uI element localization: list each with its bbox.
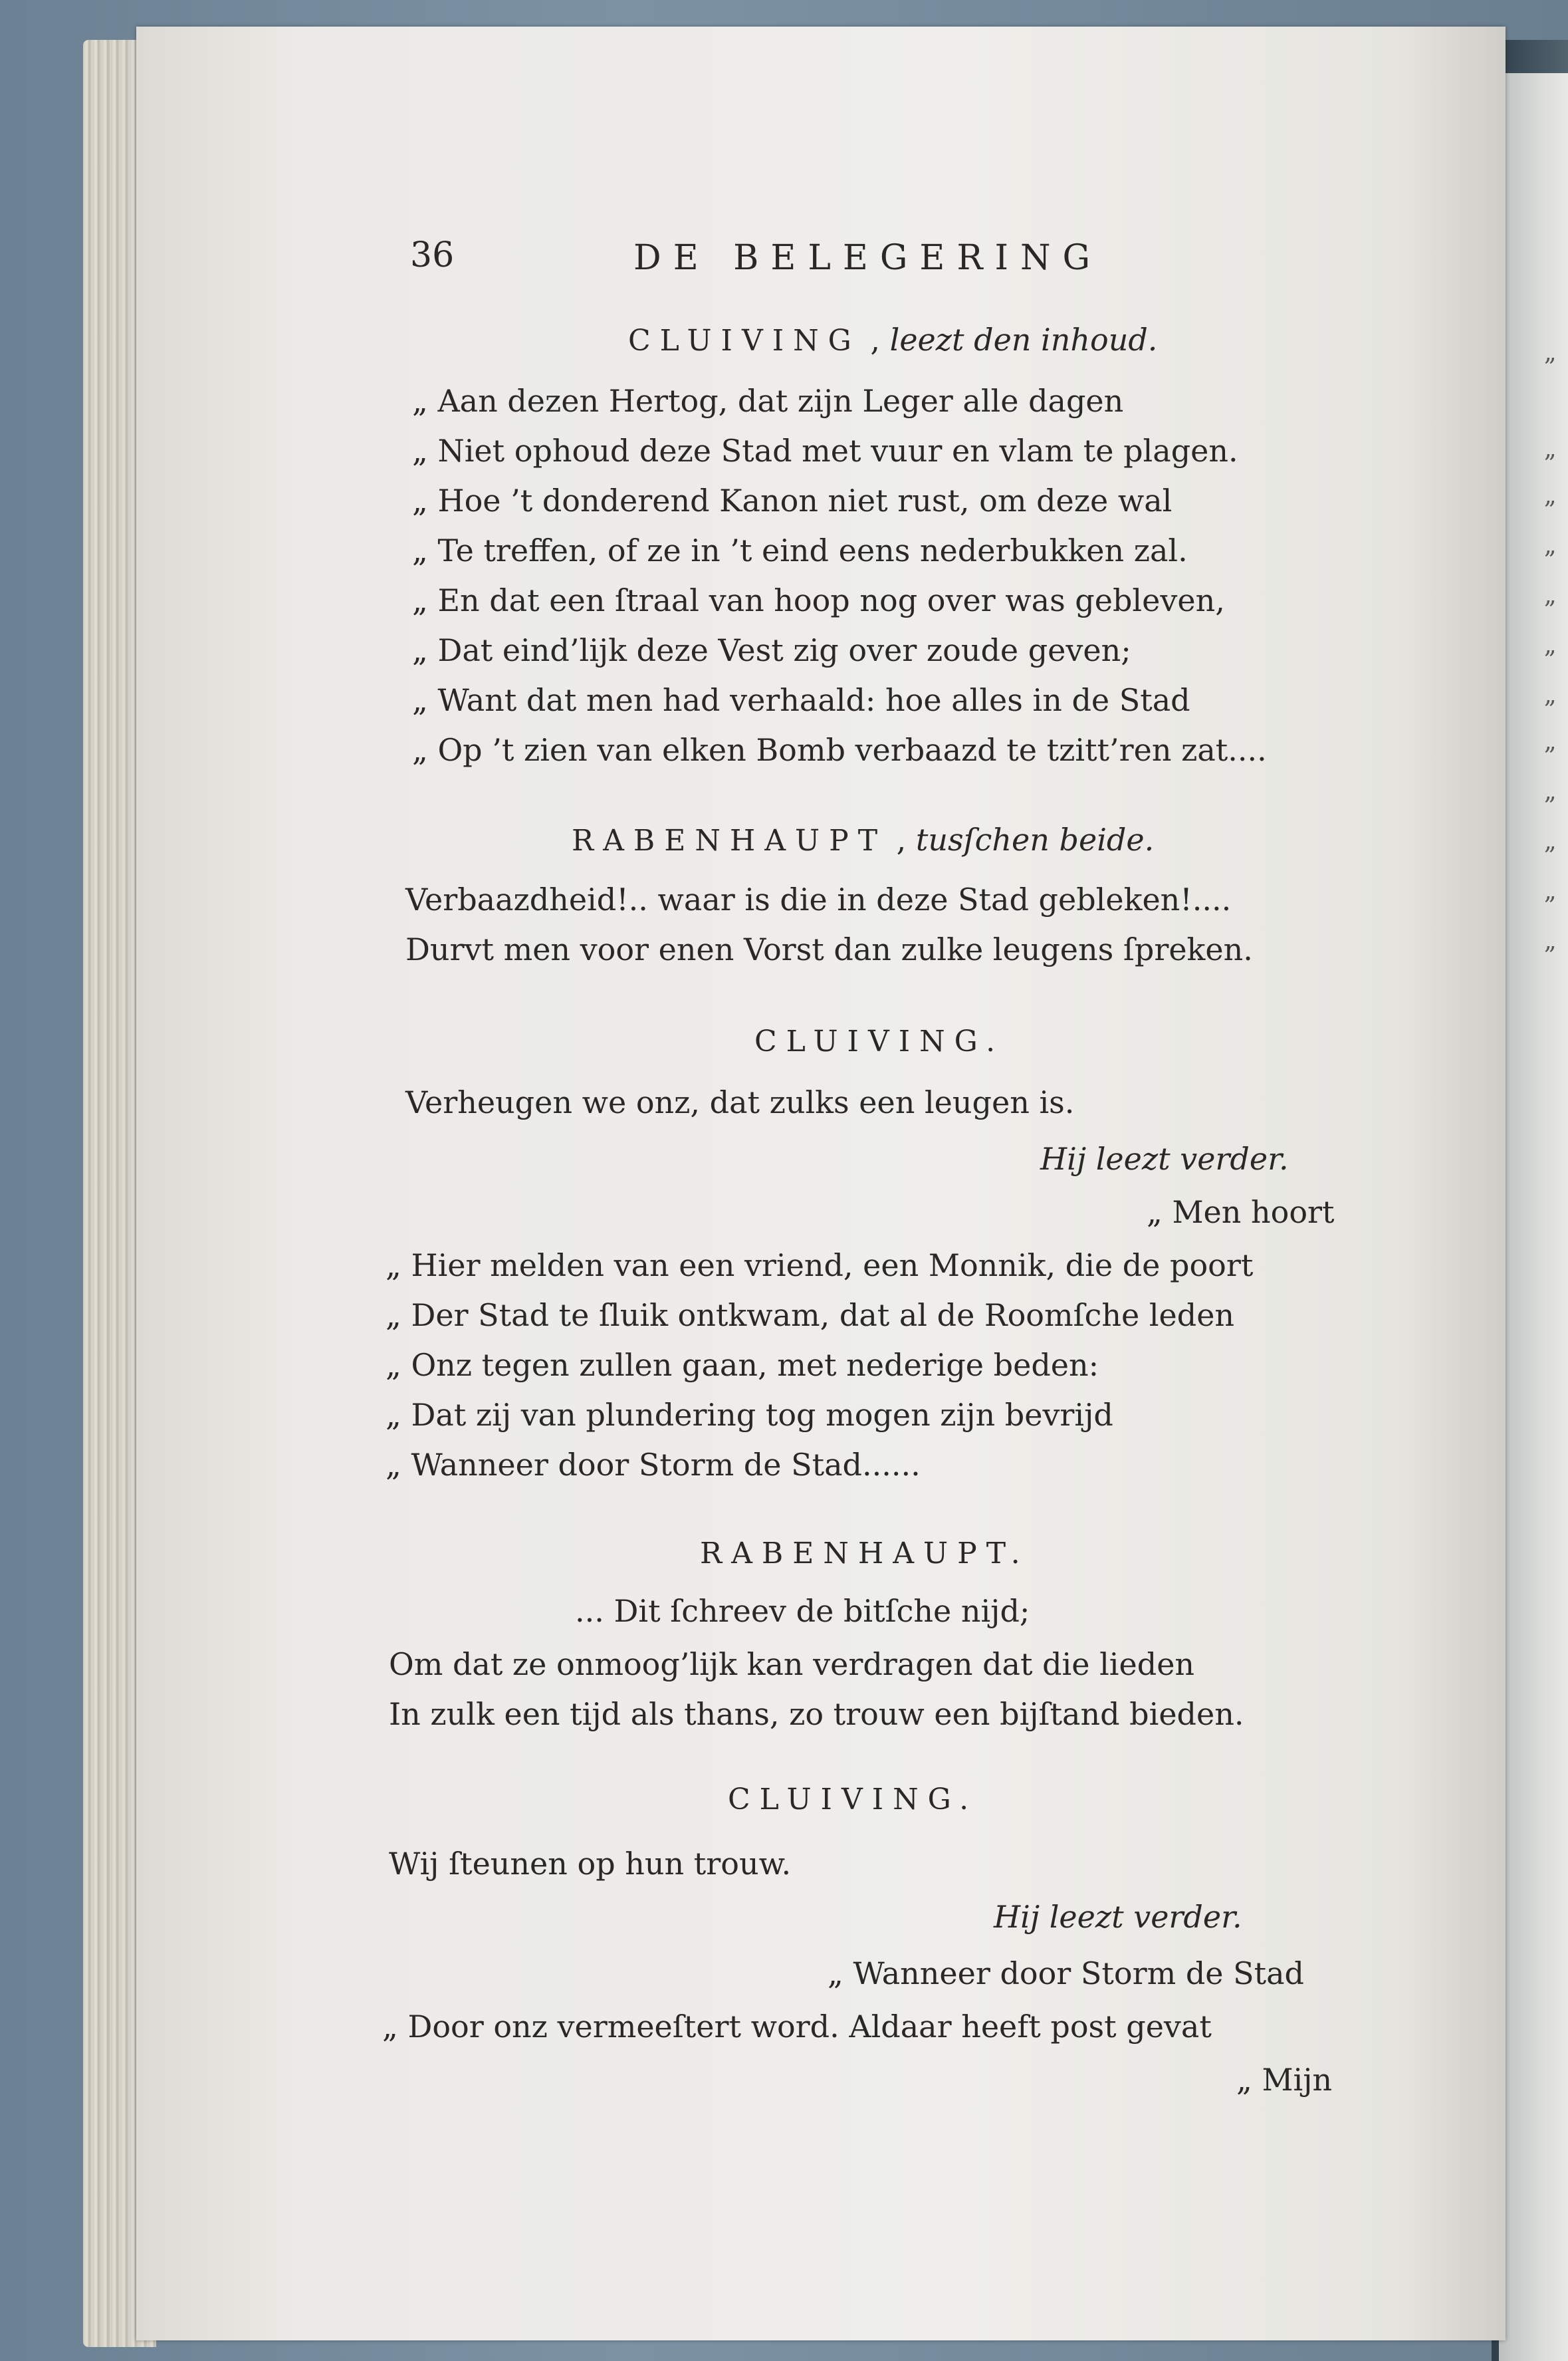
stage-direction: leezt den inhoud. (889, 322, 1158, 358)
verse-line: „ Dat eind’lijk deze Vest zig over zoude geven; (412, 632, 1131, 668)
verse-line: „ Wanneer door Storm de Stad...... (386, 1447, 921, 1483)
verse-line: In zulk een tijd als thans, zo trouw een bijſtand bieden. (389, 1696, 1244, 1732)
speaker-name: CLUIVING (628, 324, 861, 358)
verse-line: „ Niet ophoud deze Stad met vuur en vlam te plagen. (412, 433, 1238, 469)
speaker-name: RABENHAUPT. (700, 1537, 1030, 1570)
speaker-name: CLUIVING. (728, 1783, 978, 1816)
facing-mark: „ (1544, 532, 1557, 559)
facing-mark: „ (1544, 632, 1557, 659)
verse-line: „ Op ’t zien van elken Bomb verbaazd te tzitt’ren zat.... (412, 732, 1267, 768)
verse-line: Verbaazdheid!.. waar is die in deze Stad gebleken!.... (405, 882, 1232, 918)
verse-line: Wij ſteunen op hun trouw. (389, 1846, 792, 1882)
verse-line: „ Dat zij van plundering tog mogen zijn bevrijd (386, 1397, 1113, 1433)
verse-line: „ Der Stad te ſluik ontkwam, dat al de Roomſche leden (386, 1297, 1235, 1333)
facing-mark: „ (1544, 778, 1557, 805)
facing-page (1499, 73, 1568, 2361)
running-head: DE BELEGERING (633, 238, 1103, 278)
verse-line: „ Onz tegen zullen gaan, met nederige beden: (386, 1347, 1099, 1383)
verse-line: „ Wanneer door Storm de Stad (828, 1955, 1304, 1991)
stage-direction: Hij leezt verder. (1040, 1141, 1289, 1177)
verse-line: „ Men hoort (1147, 1194, 1335, 1230)
verse-line: „ Hoe ’t donderend Kanon niet rust, om deze wal (412, 483, 1173, 519)
speaker-heading: CLUIVING , leezt den inhoud. (628, 322, 1158, 358)
verse-line: „ Want dat men had verhaald: hoe alles in de Stad (412, 682, 1190, 718)
speaker-name: RABENHAUPT (572, 824, 887, 858)
speaker-name: CLUIVING. (754, 1025, 1005, 1058)
book-page (136, 27, 1506, 2340)
verse-line: „ Te treffen, of ze in ’t eind eens nederbukken zal. (412, 533, 1188, 568)
facing-mark: „ (1544, 482, 1557, 509)
verse-line: Om dat ze onmoog’lijk kan verdragen dat die lieden (389, 1646, 1195, 1682)
facing-mark: „ (1544, 928, 1557, 955)
facing-mark: „ (1544, 828, 1557, 855)
facing-mark: „ (1544, 582, 1557, 609)
facing-mark: „ (1544, 339, 1557, 366)
facing-mark: „ (1544, 878, 1557, 905)
facing-mark: „ (1544, 435, 1557, 463)
stage-direction: Hij leezt verder. (994, 1899, 1242, 1935)
verse-line: Durvt men voor enen Vorst dan zulke leugens ſpreken. (405, 932, 1253, 967)
catchword: „ Mijn (1236, 2062, 1333, 2098)
verse-line: „ Door onz vermeeſtert word. Aldaar heeft post gevat (382, 2009, 1212, 2045)
verse-line: Verheugen we onz, dat zulks een leugen is. (405, 1084, 1075, 1120)
verse-line: ... Dit ſchreev de bitſche nijd; (575, 1593, 1030, 1629)
page-number: 36 (410, 235, 455, 275)
speaker-heading: RABENHAUPT , tusſchen beide. (572, 822, 1155, 858)
verse-line: „ En dat een ſtraal van hoop nog over was gebleven, (412, 582, 1225, 618)
facing-mark: „ (1544, 682, 1557, 709)
stage-direction: tusſchen beide. (915, 822, 1155, 858)
verse-line: „ Hier melden van een vriend, een Monnik, die de poort (386, 1247, 1254, 1283)
facing-mark: „ (1544, 728, 1557, 755)
verse-line: „ Aan dezen Hertog, dat zijn Leger alle dagen (412, 383, 1124, 419)
